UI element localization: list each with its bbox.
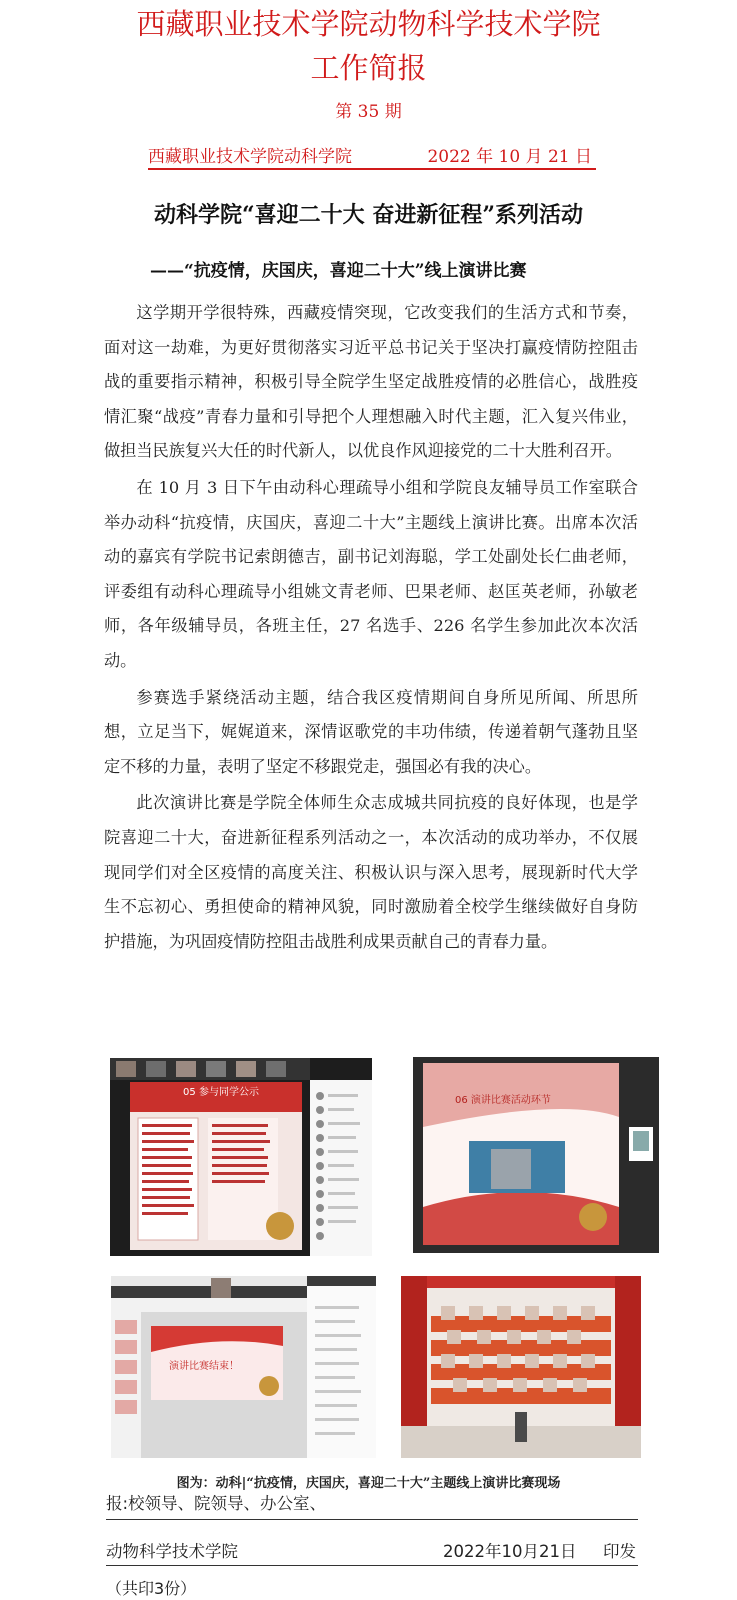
slide-heading: 演讲比赛结束！ (169, 1361, 239, 1372)
paragraph-4: 此次演讲比赛是学院全体师生众志成城共同抗疫的良好体现，也是学院喜迎二十大，奋进新征程系列活动之一，本次活动的成功举办，不仅展现同学们对全区疫情的高度关注、积极认识与深入思考，展现新时代大学生不忘初心、勇担使命的精神风貌，同时激励着全校学生继续做好自身防护措施，为巩固疫情防控阻击战胜利成果贡献自己的青春力量。 (104, 793, 638, 951)
masthead-divider (148, 168, 596, 170)
publish-date: 2022 年 10 月 21 日 (427, 147, 592, 167)
footer-date: 2022年10月21日 (443, 1542, 577, 1561)
photo-participant-list (110, 1058, 372, 1256)
photo-activity-slide (413, 1057, 659, 1253)
publisher-row (148, 145, 596, 169)
article-subtitle: ——“抗疫情，庆国庆，喜迎二十大”线上演讲比赛 (150, 261, 527, 281)
paragraph-2: 在 10 月 3 日下午由动科心理疏导小组和学院良友辅导员工作室联合举办动科“抗疫情，庆国庆，喜迎二十大”主题线上演讲比赛。出席本次活动的嘉宾有学院书记索朗德吉，副书记刘海聪，学工处副处长仁曲老师，评委组有动科心理疏导小组姚文青老师、巴果老师、赵匡英老师，孙敏老师，各年级辅导员，各班主任，27 名选手、226 名学生参加此次本次活动。 (104, 477, 638, 670)
distribution-list: 报:校领导、院领导、办公室、 (106, 1494, 327, 1513)
footer-rule-top (106, 1519, 638, 1520)
photo-virtual-auditorium (401, 1276, 641, 1458)
publisher-name: 西藏职业技术学院动科学院 (148, 147, 352, 167)
photo-caption: 图为：动科|“抗疫情，庆国庆，喜迎二十大”主题线上演讲比赛现场 (176, 1476, 561, 1491)
paragraph-1: 这学期开学很特殊，西藏疫情突现，它改变我们的生活方式和节奏，面对这一劫难，为更好贯彻落实习近平总书记关于坚决打赢疫情防控阻击战的重要指示精神，积极引导全院学生坚定战胜疫情的必胜信心，战胜疫情汇聚“战疫”青春力量和引导把个人理想融入时代主题，汇入复兴伟业，做担当民族复兴大任的时代新人，以优良作风迎接党的二十大胜利召开。 (104, 303, 638, 461)
copies-count: （共印3份） (106, 1579, 197, 1598)
footer-rule-bottom (106, 1565, 638, 1566)
photo-closing-slide (111, 1276, 376, 1458)
article-title: 动科学院“喜迎二十大 奋进新征程”系列活动 (154, 202, 583, 228)
issue-number: 第 35 期 (335, 102, 402, 122)
paragraph-3: 参赛选手紧绕活动主题，结合我区疫情期间自身所见所闻、所思所想，立足当下，娓娓道来，深情讴歌党的丰功伟绩，传递着朝气蓬勃且坚定不移的力量，表明了坚定不移跟党走，强国必有我的决心。 (104, 687, 638, 776)
slide-heading: 06 演讲比赛活动环节 (455, 1095, 551, 1106)
masthead-subtitle: 工作简报 (310, 51, 427, 85)
article-body (104, 296, 638, 961)
slide-heading: 05 参与同学公示 (183, 1087, 259, 1098)
masthead-title: 西藏职业技术学院动物科学技术学院 (136, 7, 601, 41)
footer-print-label: 印发 (603, 1542, 636, 1561)
footer-row (106, 1539, 638, 1565)
footer-org: 动物科学技术学院 (106, 1542, 238, 1561)
